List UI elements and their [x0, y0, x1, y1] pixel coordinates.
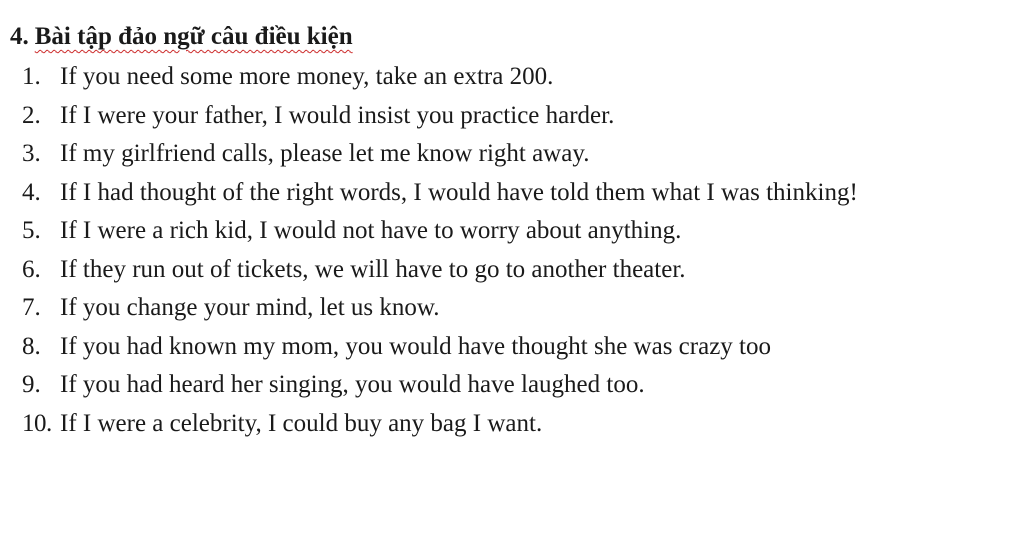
- list-item: [22, 289, 858, 328]
- list-item: [22, 97, 858, 136]
- list-item-number: 2.: [22, 101, 41, 129]
- list-item-text: If my girlfriend calls, please let me know right away.: [60, 140, 590, 167]
- list-item-number: 8.: [22, 332, 41, 360]
- list-item-number: 5.: [22, 217, 41, 244]
- list-item-text: If I were your father, I would insist you practice harder.: [60, 101, 615, 129]
- list-item: [22, 212, 858, 251]
- sentence-list: [22, 58, 858, 443]
- list-item-number: 10.: [22, 409, 52, 437]
- list-item-text: If I were a rich kid, I would not have to worry about anything.: [60, 217, 682, 244]
- list-item-text: If you need some more money, take an extra 200.: [60, 63, 554, 90]
- list-item-number: 9.: [22, 371, 41, 398]
- list-item-text: If I were a celebrity, I could buy any bag I want.: [60, 409, 543, 437]
- list-item-text: If you change your mind, let us know.: [60, 294, 440, 321]
- list-item: [22, 366, 858, 405]
- list-item: [22, 251, 858, 290]
- exercise-heading: [10, 20, 353, 54]
- list-item-number: 1.: [22, 63, 41, 90]
- exercise-number: 4.: [10, 23, 29, 50]
- list-item: [22, 405, 858, 444]
- list-item-text: If they run out of tickets, we will have to go to another theater.: [60, 255, 686, 283]
- list-item: [22, 328, 858, 367]
- list-item: [22, 135, 858, 174]
- list-item-number: 7.: [22, 294, 41, 321]
- list-item-text: If you had heard her singing, you would have laughed too.: [60, 371, 645, 398]
- list-item-number: 4.: [22, 178, 41, 206]
- list-item-number: 6.: [22, 255, 41, 283]
- exercise-title: Bài tập đảo ngữ câu điều kiện: [34, 23, 353, 50]
- list-item: [22, 58, 858, 97]
- list-item-number: 3.: [22, 140, 41, 167]
- list-item-text: If I had thought of the right words, I would have told them what I was thinking!: [60, 178, 858, 206]
- list-item-text: If you had known my mom, you would have thought she was crazy too: [60, 332, 771, 360]
- list-item: [22, 174, 858, 213]
